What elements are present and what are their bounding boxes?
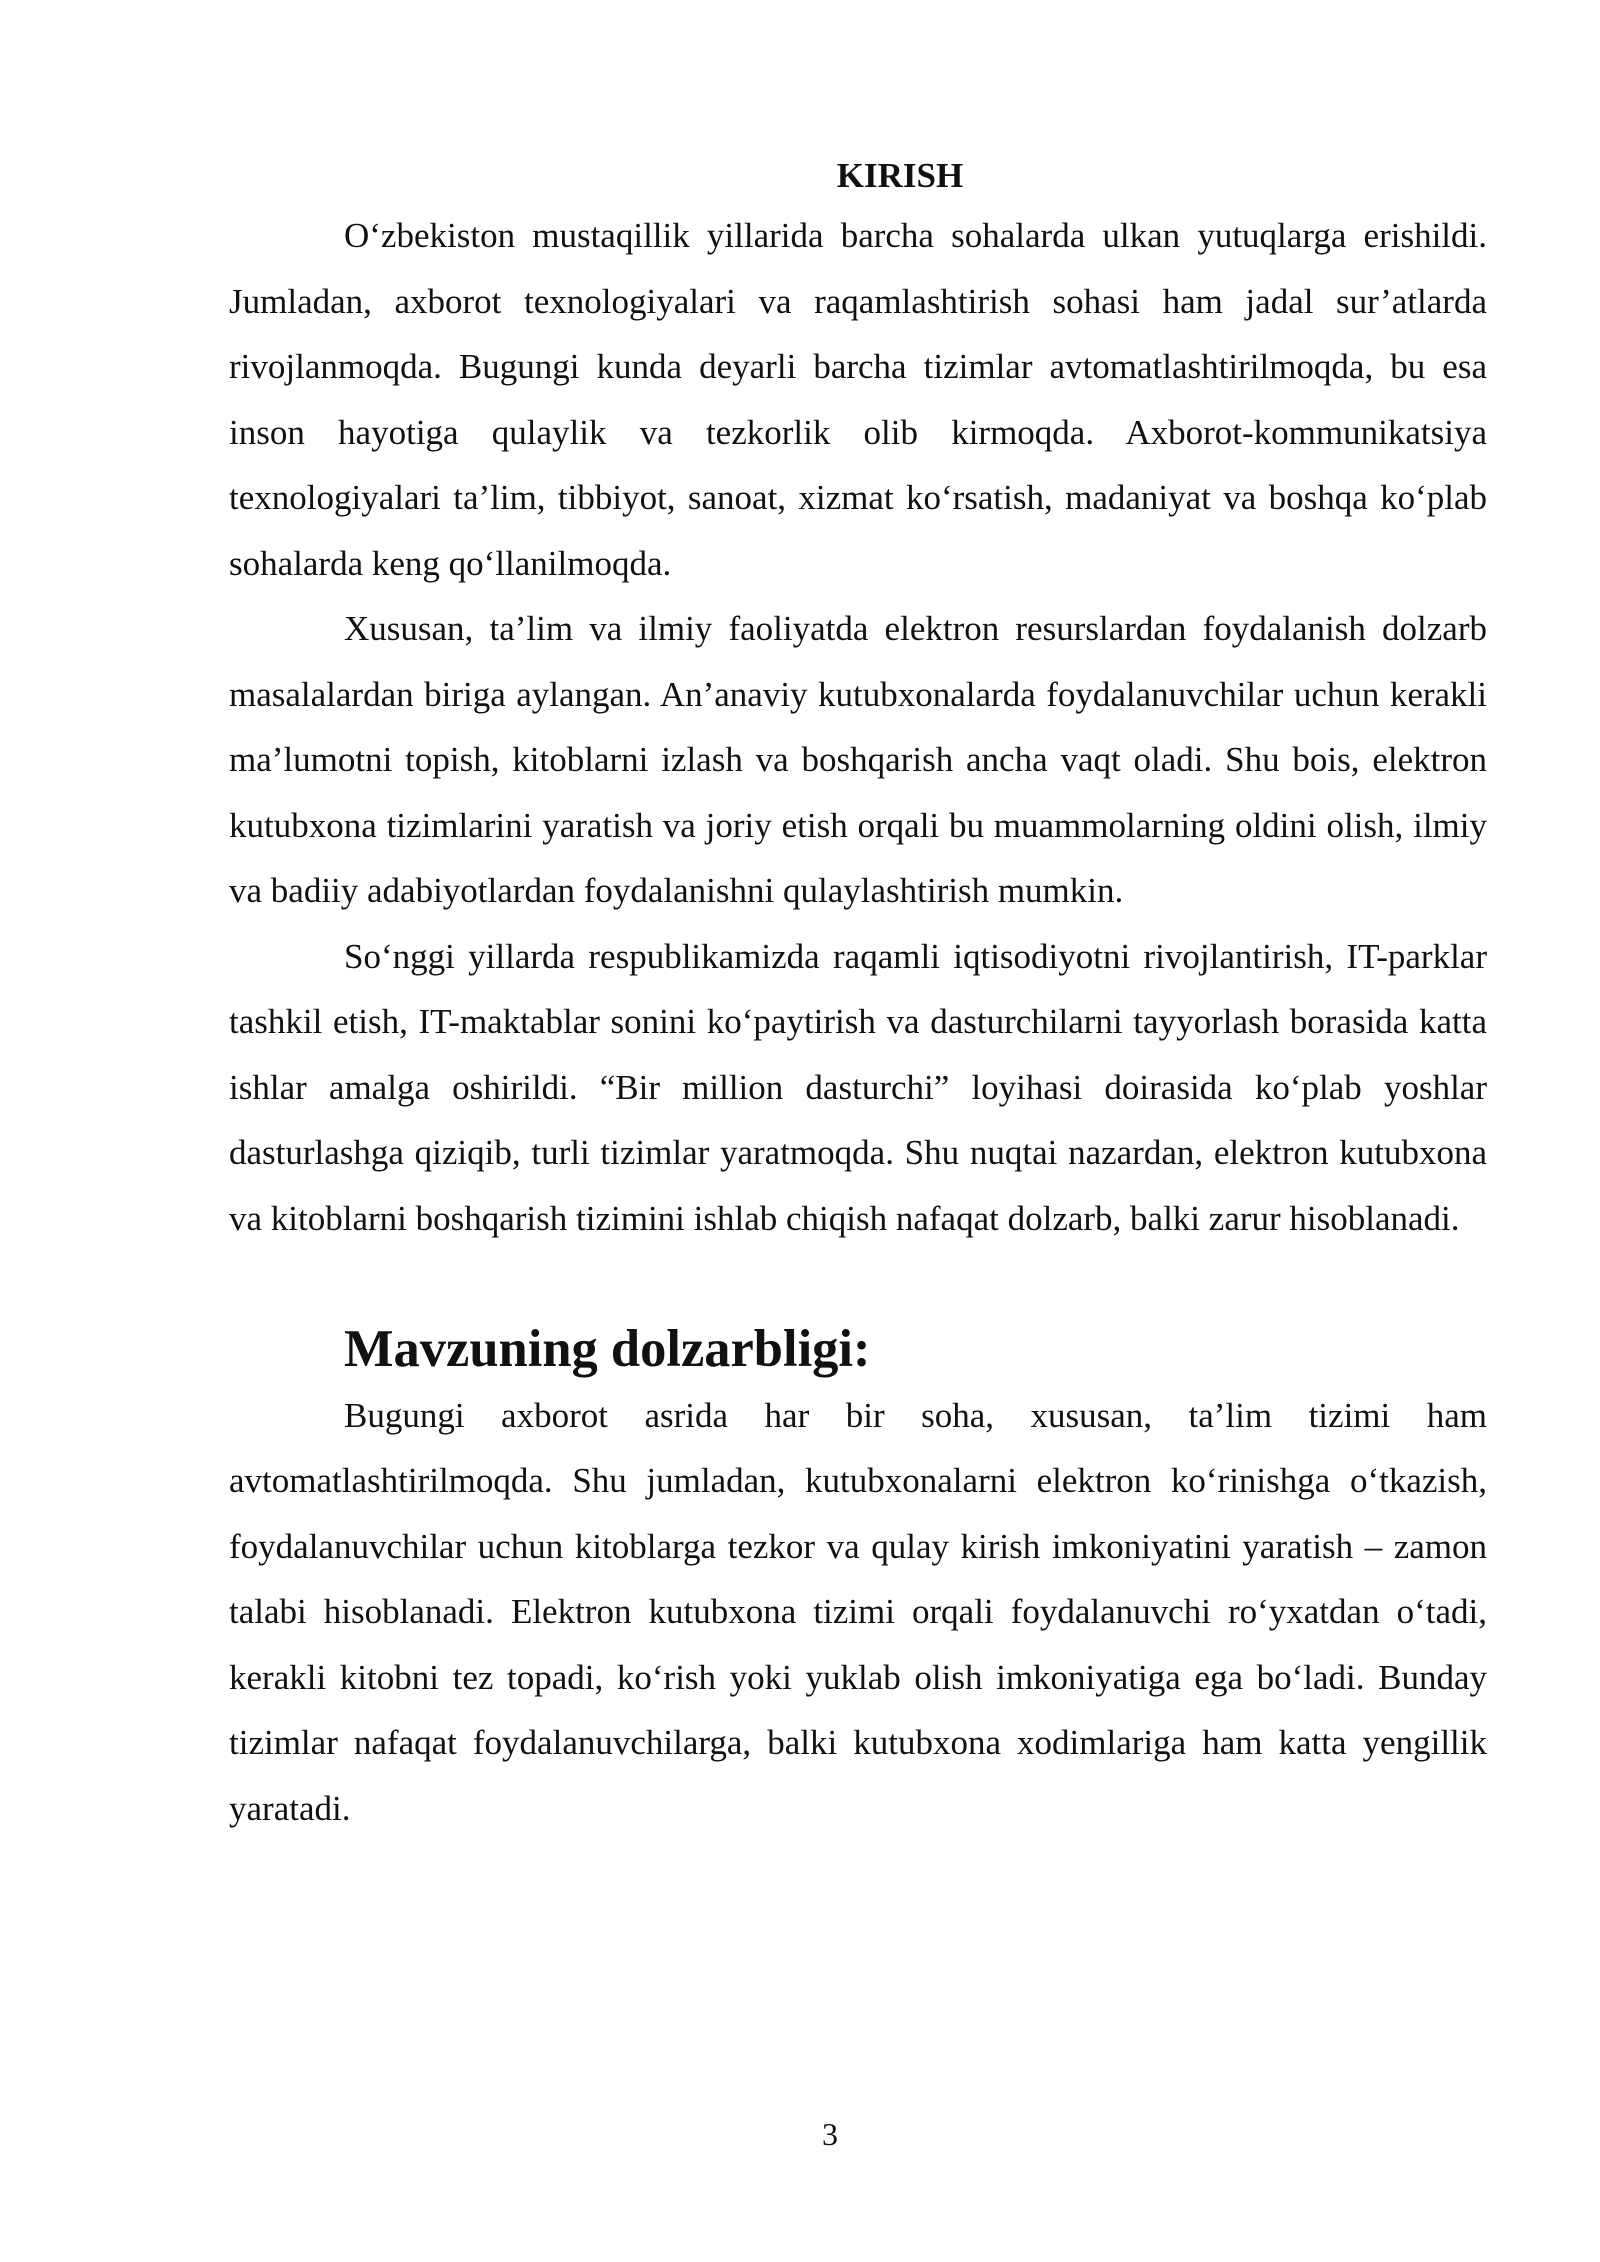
intro-paragraph-3: So‘nggi yillarda respublikamizda raqamli iqtisodiyotni rivojlantirish, IT-parklar tashkil etish, IT-maktablar sonini ko‘paytirish va dasturchilarni tayyorlash borasida katta ishlar amalga oshirildi. “Bir million dasturchi” loyihasi doirasida ko‘plab yoshlar dasturlashga qiziqib, turli tizimlar yaratmoqda. Shu nuqtai nazardan, elektron kutubxona va kitoblarni boshqarish tizimini ishlab chiqish nafaqat dolzarb, balki zarur hisoblanadi. — [229, 936, 1487, 1238]
intro-paragraph-2: Xususan, ta’lim va ilmiy faoliyatda elektron resurslardan foydalanish dolzarb masalalardan biriga aylangan. An’anaviy kutubxonalarda foydalanuvchilar uchun kerakli ma’lumotni topish, kitoblarni izlash va boshqarish ancha vaqt oladi. Shu bois, elektron kutubxona tizimlarini yaratish va joriy etish orqali bu muammolarning oldini olish, ilmiy va badiiy adabiyotlardan foydalanishni qulaylashtirish mumkin. — [229, 609, 1487, 910]
page-content — [229, 148, 1487, 1841]
section-heading: Mavzuning dolzarbligi: — [344, 1320, 871, 1378]
section-paragraph: Bugungi axborot asrida har bir soha, xususan, ta’lim tizimi ham avtomatlashtirilmoqda. Shu jumladan, kutubxonalarni elektron ko‘rinishga o‘tkazish, foydalanuvchilar uchun kitoblarga tezkor va qulay kirish imkoniyatini yaratish – zamon talabi hisoblanadi. Elektron kutubxona tizimi orqali foydalanuvchi ro‘yxatdan o‘tadi, kerakli kitobni tez topadi, ko‘rish yoki yuklab olish imkoniyatiga ega bo‘ladi. Bunday tizimlar nafaqat foydalanuvchilarga, balki kutubxona xodimlariga ham katta yengillik yaratadi. — [229, 1395, 1487, 1828]
page-title: KIRISH — [836, 156, 964, 195]
page-number: 3 — [822, 2116, 838, 2152]
intro-paragraph-1: O‘zbekiston mustaqillik yillarida barcha sohalarda ulkan yutuqlarga erishildi. Jumladan, axborot texnologiyalari va raqamlashtirish sohasi ham jadal sur’atlarda rivojlanmoqda. Bugungi kunda deyarli barcha tizimlar avtomatlashtirilmoqda, bu esa inson hayotiga qulaylik va tezkorlik olib kirmoqda. Axborot-kommunikatsiya texnologiyalari ta’lim, tibbiyot, sanoat, xizmat ko‘rsatish, madaniyat va boshqa ko‘plab sohalarda keng qo‘llanilmoqda. — [229, 216, 1487, 583]
